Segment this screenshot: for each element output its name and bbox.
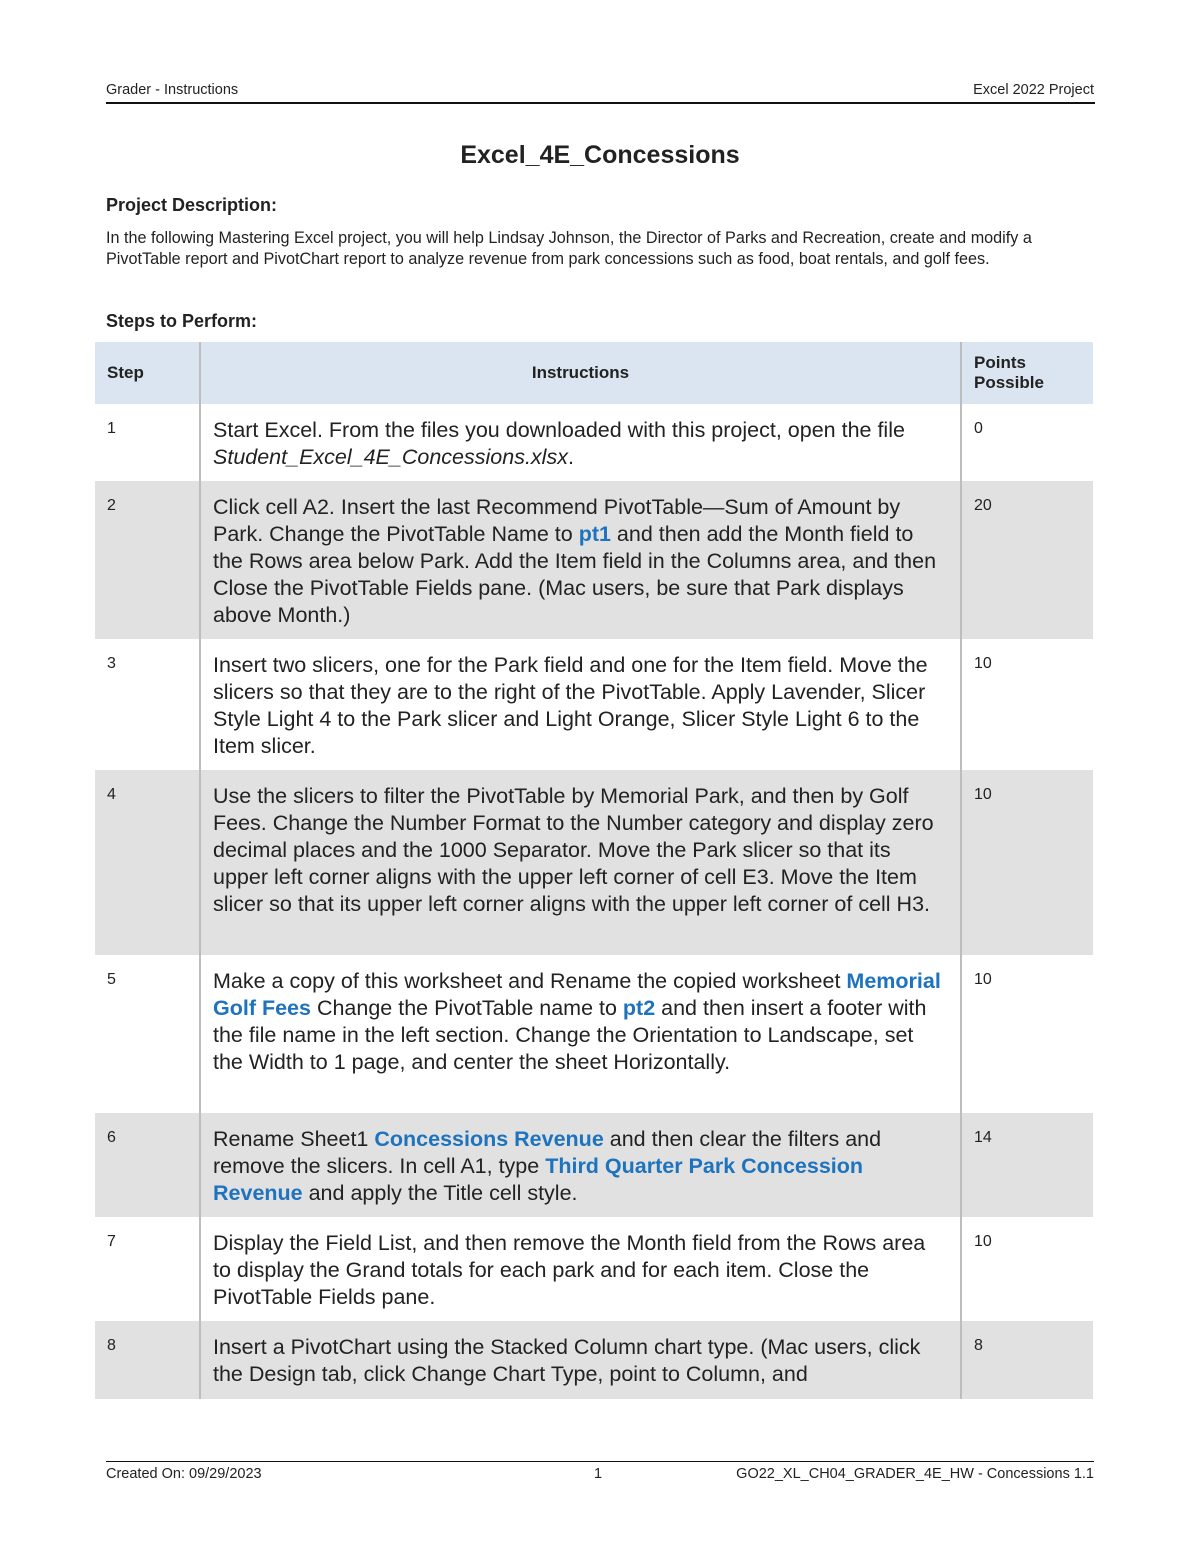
steps-table-header-row [95, 342, 1093, 404]
step-number: 8 [95, 1321, 200, 1399]
step-number: 5 [107, 971, 116, 988]
footer-created-date: Created On: 09/29/2023 [106, 1466, 262, 1482]
step-number: 3 [107, 655, 116, 672]
footer-page-number: 1 [594, 1466, 603, 1482]
instruction-text: Insert a PivotChart using the Stacked Column chart type. (Mac users, click the Design tab, click Change Chart Type, point to Column, and [213, 1335, 921, 1386]
points-possible: 10 [961, 770, 1093, 955]
footer-document-id: GO22_XL_CH04_GRADER_4E_HW - Concessions 1.1 [736, 1466, 1094, 1482]
document-title: Excel_4E_Concessions [460, 141, 740, 169]
table-row [95, 404, 1093, 481]
header-divider [106, 102, 1095, 104]
instruction-text: Rename Sheet1 [213, 1127, 375, 1151]
step-instructions [200, 955, 961, 1113]
highlighted-value: pt2 [622, 996, 656, 1020]
step-number: 1 [107, 420, 116, 437]
table-row [95, 770, 1093, 955]
points-possible: 8 [961, 1321, 1093, 1399]
header-points-line1: Points [974, 353, 1026, 372]
steps-label: Steps to Perform: [106, 311, 258, 331]
instruction-text: and then clear the filters and remove the slicers. In cell A1, type [213, 1127, 882, 1178]
highlighted-value: Memorial Golf Fees [213, 969, 941, 1020]
step-number: 4 [95, 770, 200, 955]
points-possible: 14 [961, 1113, 1093, 1217]
header-points [961, 342, 1093, 404]
points-possible: 0 [961, 404, 1093, 481]
points-possible: 10 [961, 639, 1093, 770]
step-number: 7 [107, 1233, 116, 1250]
step-instructions [200, 1321, 961, 1399]
instruction-text: Make a copy of this worksheet and Rename the copied worksheet [213, 969, 847, 993]
header-step: Step [95, 342, 200, 404]
project-description-text: In the following Mastering Excel project, you will help Lindsay Johnson, the Director of Parks and Recreation, create and modify a PivotTable report and PivotChart report to analyze revenue from park concessions such as food, boat rentals, and golf fees. [106, 229, 1032, 268]
instruction-text: and then add the Month field to the Rows area below Park. Add the Item field in the Columns area, and then Close the PivotTable Fields pane. (Mac users, be sure that Park displays above Month.) [213, 522, 937, 627]
instruction-text: and apply the Title cell style. [302, 1181, 578, 1205]
table-row [95, 1321, 1093, 1399]
step-instructions [200, 404, 961, 481]
table-row [95, 639, 1093, 770]
highlighted-value: Third Quarter Park Concession Revenue [213, 1154, 864, 1205]
step-instructions [200, 770, 961, 955]
table-row [95, 1217, 1093, 1321]
highlighted-value: Concessions Revenue [374, 1127, 604, 1151]
instruction-text: and then insert a footer with the file name in the left section. Change the Orientation to Landscape, set the Width to 1 page, and center the sheet Horizontally. [213, 996, 927, 1074]
footer-divider [106, 1461, 1094, 1462]
project-description-label: Project Description: [106, 195, 278, 215]
highlighted-value: pt1 [578, 522, 611, 546]
page-header [106, 82, 1094, 98]
header-points-line2: Possible [974, 373, 1044, 392]
instruction-text: Display the Field List, and then remove the Month field from the Rows area to display the Grand totals for each park and for each item. Close the PivotTable Fields pane. [213, 1231, 926, 1309]
step-instructions [200, 639, 961, 770]
table-row [95, 955, 1093, 1113]
header-right-text: Excel 2022 Project [973, 82, 1094, 98]
step-number: 2 [95, 481, 200, 639]
instruction-text: . [567, 445, 574, 469]
step-instructions [200, 1217, 961, 1321]
table-row [95, 1113, 1093, 1217]
instruction-text: Change the PivotTable name to [310, 996, 623, 1020]
steps-table [95, 342, 1093, 1399]
points-possible: 10 [961, 955, 1093, 1113]
step-instructions [200, 1113, 961, 1217]
points-possible: 20 [961, 481, 1093, 639]
instruction-text: Insert two slicers, one for the Park field and one for the Item field. Move the slicers so that they are to the right of the PivotTable. Apply Lavender, Slicer Style Light 4 to the Park slicer and Light Orange, Slicer Style Light 6 to the Item slicer. [213, 653, 928, 758]
file-name: Student_Excel_4E_Concessions.xlsx [213, 445, 568, 469]
table-row [95, 481, 1093, 639]
step-number: 6 [95, 1113, 200, 1217]
step-instructions [200, 481, 961, 639]
instruction-text: Click cell A2. Insert the last Recommend PivotTable—Sum of Amount by Park. Change the PivotTable Name to [213, 495, 901, 546]
header-left-text: Grader - Instructions [106, 82, 239, 98]
header-instructions: Instructions [200, 342, 961, 404]
points-possible: 10 [961, 1217, 1093, 1321]
instruction-text: Start Excel. From the files you downloaded with this project, open the file [213, 418, 905, 442]
instruction-text: Use the slicers to filter the PivotTable by Memorial Park, and then by Golf Fees. Change the Number Format to the Number category and display zero decimal places and the 1000 Separator. Move the Park slicer so that its upper left corner aligns with the upper left corner of cell E3. Move the Item slicer so that its upper left corner aligns with the upper left corner of cell H3. [213, 784, 934, 916]
